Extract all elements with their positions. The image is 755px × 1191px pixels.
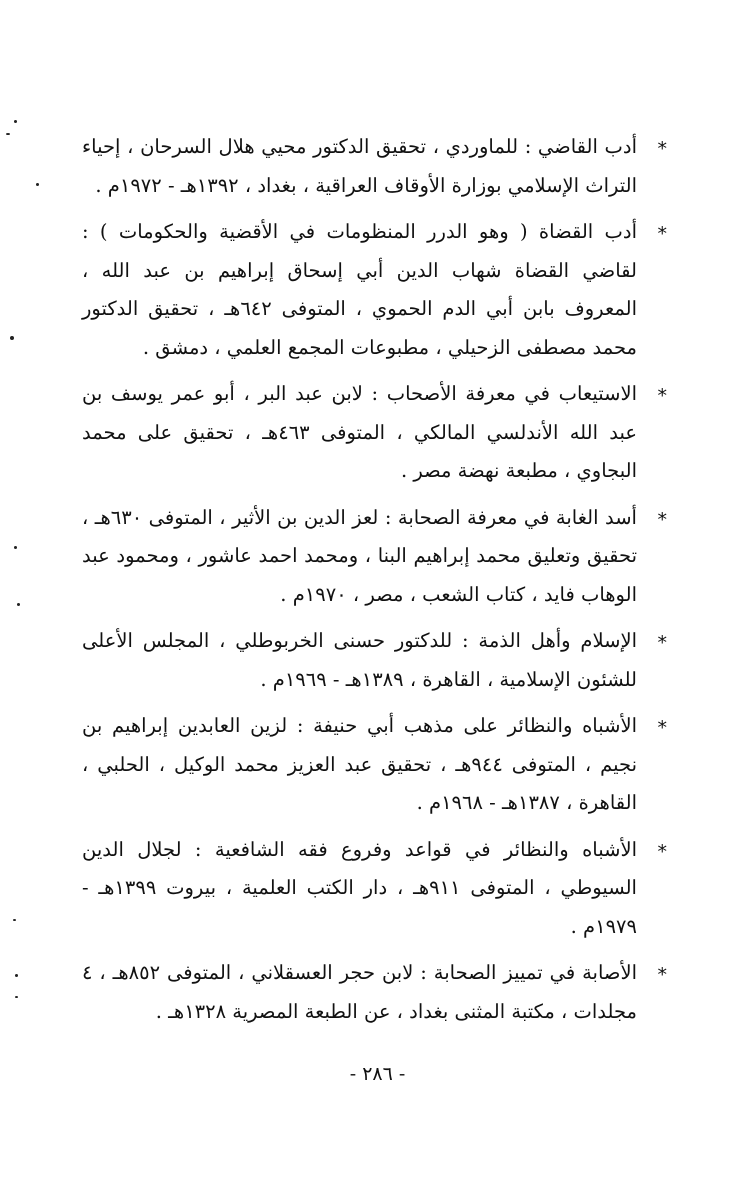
- bibliography-entry: [82, 499, 667, 615]
- asterisk-bullet-icon: *: [657, 138, 667, 160]
- scan-speck: [14, 120, 17, 123]
- page-number: - ٢٨٦ -: [349, 1063, 406, 1085]
- bibliography-entry: [82, 831, 667, 947]
- scan-speck: [13, 919, 16, 921]
- bibliography-entry: [82, 707, 667, 823]
- scan-speck: [10, 336, 14, 340]
- entry-text: الأشباه والنظائر في قواعد وفروع فقه الشافعية : لجلال الدين السيوطي ، المتوفى ٩١١هـ ، دار الكتب العلمية ، بيروت ١٣٩٩هـ - ١٩٧٩م .: [82, 837, 637, 938]
- scan-speck: [6, 133, 10, 135]
- bibliography-entry: [82, 954, 667, 1031]
- bibliography-entry: [82, 622, 667, 699]
- entry-text: أدب القضاة ( وهو الدرر المنظومات في الأقضية والحكومات ) : لقاضي القضاة شهاب الدين أبي إسحاق إبراهيم بن عبد الله ، المعروف بابن أبي الدم الحموي ، المتوفى ٦٤٢هـ ، تحقيق الدكتور محمد مصطفى الزحيلي ، مطبوعات المجمع العلمي ، دمشق .: [82, 220, 637, 359]
- asterisk-bullet-icon: *: [657, 717, 667, 739]
- scan-speck: [36, 183, 39, 186]
- scan-speck: [14, 546, 17, 549]
- scan-speck: [15, 996, 18, 998]
- asterisk-bullet-icon: *: [657, 385, 667, 407]
- entry-text: الاستيعاب في معرفة الأصحاب : لابن عبد البر ، أبو عمر يوسف بن عبد الله الأندلسي المالكي ، المتوفى ٤٦٣هـ ، تحقيق على محمد البجاوي ، مطبعة نهضة مصر .: [82, 382, 637, 482]
- asterisk-bullet-icon: *: [657, 840, 667, 863]
- asterisk-bullet-icon: *: [657, 223, 667, 245]
- asterisk-bullet-icon: *: [657, 508, 667, 531]
- scan-speck: [15, 974, 18, 977]
- scan-speck: [17, 603, 20, 606]
- bibliography-entry: [82, 375, 667, 491]
- entry-text: الأصابة في تمييز الصحابة : لابن حجر العسقلاني ، المتوفى ٨٥٢هـ ، ٤ مجلدات ، مكتبة المثنى بغداد ، عن الطبعة المصرية ١٣٢٨هـ .: [82, 961, 637, 1023]
- entry-text: أسد الغابة في معرفة الصحابة : لعز الدين بن الأثير ، المتوفى ٦٣٠هـ ، تحقيق وتعليق محمد إبراهيم البنا ، ومحمد احمد عاشور ، ومحمود عبد الوهاب فايد ، كتاب الشعب ، مصر ، ١٩٧٠م .: [82, 505, 637, 606]
- bibliography-entry: [82, 128, 667, 205]
- entry-text: أدب القاضي : للماوردي ، تحقيق الدكتور محيي هلال السرحان ، إحياء التراث الإسلامي بوزارة الأوقاف العراقية ، بغداد ، ١٣٩٢هـ - ١٩٧٢م .: [82, 135, 637, 197]
- bibliography-page: [82, 128, 667, 1039]
- entry-text: الإسلام وأهل الذمة : للدكتور حسنى الخربوطلي ، المجلس الأعلى للشئون الإسلامية ، القاهرة ، ١٣٨٩هـ - ١٩٦٩م .: [82, 629, 637, 691]
- entry-text: الأشباه والنظائر على مذهب أبي حنيفة : لزين العابدين إبراهيم بن نجيم ، المتوفى ٩٤٤هـ ، تحقيق عبد العزيز محمد الوكيل ، الحلبي ، القاهرة ، ١٣٨٧هـ - ١٩٦٨م .: [82, 714, 638, 814]
- asterisk-bullet-icon: *: [657, 964, 667, 986]
- bibliography-entry: [82, 213, 667, 367]
- asterisk-bullet-icon: *: [657, 632, 667, 654]
